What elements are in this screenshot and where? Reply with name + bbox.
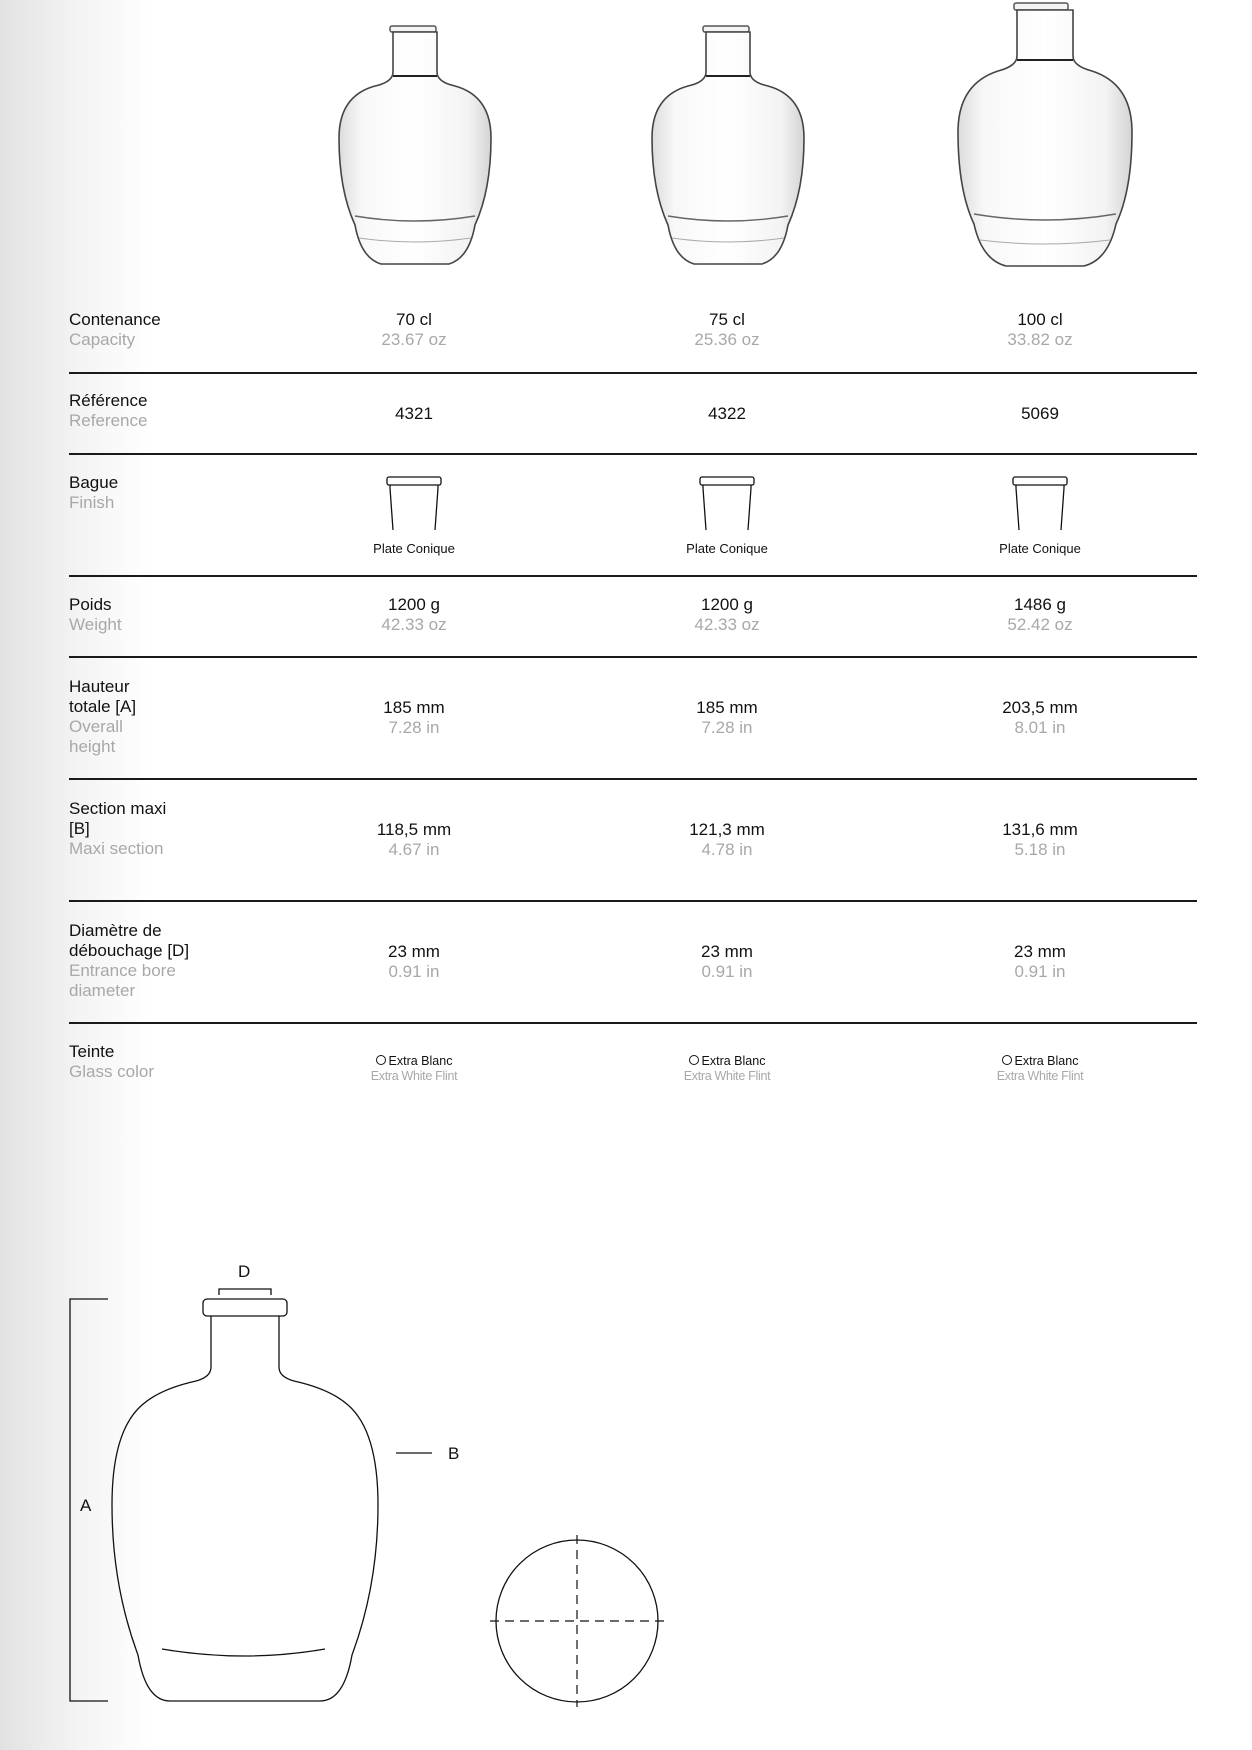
weight-value-oz: 52.42 oz xyxy=(1007,615,1073,634)
row-weight xyxy=(69,577,1197,658)
height-label-en: Overall height xyxy=(69,717,123,756)
finish-profile-icon xyxy=(1010,475,1070,530)
weight-label-fr: Poids xyxy=(69,595,112,614)
color-value-fr: Extra Blanc xyxy=(1014,1054,1079,1068)
technical-drawing-top-view xyxy=(490,1535,665,1710)
weight-value-oz: 42.33 oz xyxy=(694,615,760,634)
glass-color-swatch-icon xyxy=(376,1055,386,1065)
color-label-en: Glass color xyxy=(69,1062,155,1081)
capacity-value-oz: 23.67 oz xyxy=(381,330,447,349)
weight-label xyxy=(69,595,199,635)
reference-label xyxy=(69,391,199,431)
section-label-en: Maxi section xyxy=(69,839,164,858)
bore-cell-1 xyxy=(294,942,534,982)
capacity-value-oz: 33.82 oz xyxy=(1007,330,1073,349)
weight-cell-1 xyxy=(294,595,534,635)
dimension-d-label: D xyxy=(238,1262,251,1281)
height-cell-2 xyxy=(607,698,847,738)
color-value-fr: Extra Blanc xyxy=(701,1054,766,1068)
reference-value: 5069 xyxy=(1021,404,1059,423)
section-cell-2 xyxy=(607,820,847,860)
row-finish xyxy=(69,455,1197,577)
finish-cell-3 xyxy=(940,475,1140,556)
row-reference xyxy=(69,374,1197,455)
glass-color-swatch-icon xyxy=(689,1055,699,1065)
bore-label-fr: Diamètre de débouchage [D] xyxy=(69,921,190,960)
row-capacity xyxy=(69,300,1197,374)
height-cell-3 xyxy=(920,698,1160,738)
color-cell-3 xyxy=(930,1054,1150,1083)
row-section xyxy=(69,780,1197,902)
color-value-en: Extra White Flint xyxy=(370,1069,458,1083)
bore-label xyxy=(69,921,194,1001)
color-value-fr: Extra Blanc xyxy=(388,1054,453,1068)
bore-value: 23 mm xyxy=(701,942,753,961)
capacity-value: 75 cl xyxy=(709,310,745,329)
capacity-label-fr: Contenance xyxy=(69,310,161,329)
bore-cell-2 xyxy=(607,942,847,982)
finish-name: Plate Conique xyxy=(373,541,455,556)
reference-label-fr: Référence xyxy=(69,391,148,410)
bottle-photo-70cl xyxy=(325,20,505,270)
capacity-label-en: Capacity xyxy=(69,330,136,349)
section-cell-3 xyxy=(920,820,1160,860)
dimension-a-label: A xyxy=(80,1496,92,1515)
height-value-in: 8.01 in xyxy=(1014,718,1066,737)
height-value: 185 mm xyxy=(696,698,758,717)
height-value-in: 7.28 in xyxy=(701,718,753,737)
bore-value-in: 0.91 in xyxy=(1014,962,1066,981)
reference-cell-2 xyxy=(607,404,847,424)
bore-value: 23 mm xyxy=(388,942,440,961)
section-value-in: 5.18 in xyxy=(1014,840,1066,859)
finish-name: Plate Conique xyxy=(686,541,768,556)
bore-value-in: 0.91 in xyxy=(701,962,753,981)
capacity-cell-1 xyxy=(294,310,534,350)
row-height xyxy=(69,658,1197,780)
color-cell-1 xyxy=(304,1054,524,1083)
reference-cell-1 xyxy=(294,404,534,424)
height-value-in: 7.28 in xyxy=(388,718,440,737)
finish-profile-icon xyxy=(384,475,444,530)
capacity-cell-3 xyxy=(920,310,1160,350)
reference-cell-3 xyxy=(920,404,1160,424)
finish-label-en: Finish xyxy=(69,493,115,512)
finish-label-fr: Bague xyxy=(69,473,119,492)
finish-cell-1 xyxy=(314,475,514,556)
color-label-fr: Teinte xyxy=(69,1042,115,1061)
color-cell-2 xyxy=(617,1054,837,1083)
height-label-fr: Hauteur totale [A] xyxy=(69,677,137,716)
capacity-value-oz: 25.36 oz xyxy=(694,330,760,349)
bottle-photo-100cl xyxy=(950,0,1140,272)
reference-value: 4321 xyxy=(395,404,433,423)
color-label xyxy=(69,1042,199,1082)
weight-cell-2 xyxy=(607,595,847,635)
finish-profile-icon xyxy=(697,475,757,530)
section-value: 118,5 mm xyxy=(376,820,452,839)
finish-cell-2 xyxy=(627,475,827,556)
reference-value: 4322 xyxy=(708,404,746,423)
height-value: 203,5 mm xyxy=(1002,698,1078,717)
height-cell-1 xyxy=(294,698,534,738)
technical-drawing-side-view xyxy=(60,1255,480,1715)
dimension-b-label: B xyxy=(448,1444,460,1463)
capacity-cell-2 xyxy=(607,310,847,350)
capacity-value: 70 cl xyxy=(396,310,432,329)
weight-value: 1200 g xyxy=(388,595,440,614)
reference-label-en: Reference xyxy=(69,411,148,430)
bore-cell-3 xyxy=(920,942,1160,982)
height-label xyxy=(69,677,169,757)
section-value: 121,3 mm xyxy=(689,820,765,839)
height-value: 185 mm xyxy=(383,698,445,717)
finish-name: Plate Conique xyxy=(999,541,1081,556)
section-value-in: 4.67 in xyxy=(388,840,440,859)
bore-value: 23 mm xyxy=(1014,942,1066,961)
color-value-en: Extra White Flint xyxy=(683,1069,771,1083)
row-bore xyxy=(69,902,1197,1024)
weight-value: 1200 g xyxy=(701,595,753,614)
weight-label-en: Weight xyxy=(69,615,122,634)
section-label xyxy=(69,799,169,859)
color-value-en: Extra White Flint xyxy=(996,1069,1084,1083)
weight-value-oz: 42.33 oz xyxy=(381,615,447,634)
section-cell-1 xyxy=(294,820,534,860)
weight-value: 1486 g xyxy=(1014,595,1066,614)
capacity-value: 100 cl xyxy=(1017,310,1063,329)
section-value-in: 4.78 in xyxy=(701,840,753,859)
row-color xyxy=(69,1024,1197,1094)
glass-color-swatch-icon xyxy=(1002,1055,1012,1065)
section-value: 131,6 mm xyxy=(1002,820,1078,839)
section-label-fr: Section maxi [B] xyxy=(69,799,167,838)
bore-label-en: Entrance bore diameter xyxy=(69,961,176,1000)
capacity-label xyxy=(69,310,199,350)
bottle-photo-75cl xyxy=(638,20,818,270)
bore-value-in: 0.91 in xyxy=(388,962,440,981)
weight-cell-3 xyxy=(920,595,1160,635)
finish-label xyxy=(69,473,199,513)
